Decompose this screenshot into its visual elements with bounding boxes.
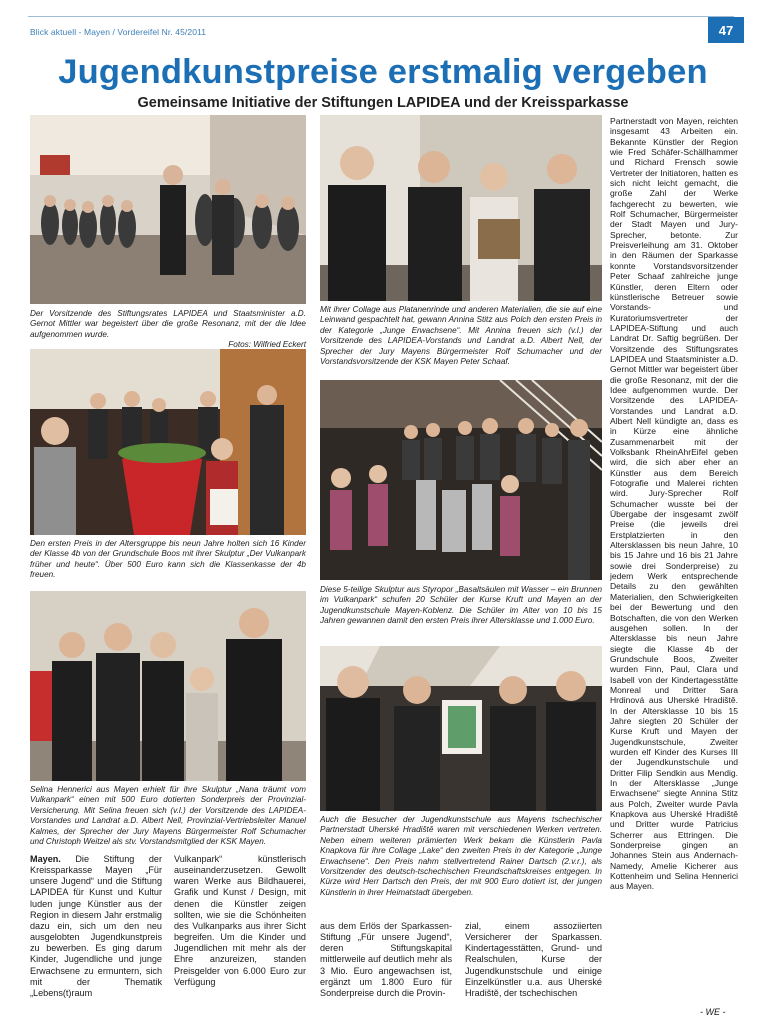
photo-annina-stitz	[320, 115, 602, 301]
body-column-1	[30, 854, 162, 999]
subheadline: Gemeinsame Initiative der Stiftungen LAPIDEA und der Kreissparkasse	[137, 95, 629, 111]
author-signature: - WE -	[700, 1007, 726, 1017]
body-column-4	[465, 921, 602, 999]
caption-text: Mit ihrer Collage aus Platanenrinde und anderen Materialien, die sie auf eine Leinwand gespachtelt hat, gewann Annina Stitz aus Polch den ersten Preis in der Kategorie „Junge Erwachsene“. Mit Annina freuen sich (v.l.) der Vorsitzende des LAPIDEA-Vorstands und Landrat a.D. Albert Nell, der Sprecher der Jury Mayens Bürgermeister Rolf Schumacher und der Vorstandsvorsitzende der KSK Mayen Peter Schaaf.	[320, 305, 602, 367]
photo-jugendkunstschule	[320, 380, 602, 580]
caption-text: Der Vorsitzende des Stiftungsrates LAPIDEA und Staatsminister a.D. Gernot Mittler war begeistert über die große Resonanz, mit der die Idee aufgenommen wurde.	[30, 309, 306, 339]
caption-text: Diese 5-teilige Skulptur aus Styropor „Basaltsäulen mit Wasser – ein Brunnen im Vulkanpark“ schufen 20 Schüler der Kurse Kruft und Mayen an der Jugendkunstschule Mayen-Koblenz. Die Schüler im Alter von 10 bis 15 Jahren gewannen damit den ersten Preis ihrer Altersklasse und 1.000 Euro.	[320, 585, 602, 626]
photo-selina-hennerici	[30, 591, 306, 781]
caption-selina	[30, 785, 306, 847]
body-text: zial, einem assoziierten Versicherer der Sparkassen. Kindertagesstätten, Grund- und Realschulen, Kurse der Jugendkunstschule und einige Einzelkünstler u.a. aus Uherské Hradiště, der tschechischen	[465, 921, 602, 998]
caption-uherske	[320, 815, 602, 898]
page-number: 47	[708, 17, 744, 43]
body-column-2	[174, 854, 306, 988]
body-text: Vulkanpark“ künstlerisch auseinanderzusetzen. Gewollt waren Werke aus Bildhauerei, Grafik und Kunst / Design, mit denen die Künstler zeigen sollten, wie sie die Schönheiten des Vulkanparks aus ihrer Sicht begreifen. Um die Kinder und Jugendlichen mit mehr als der Ehre anzureizen, standen Preisgelder von 6.000 Euro zur Verfügung	[174, 854, 306, 987]
dateline: Mayen.	[30, 854, 61, 864]
header-rule	[28, 16, 734, 17]
body-column-5	[610, 116, 738, 892]
photo-reception-crowd	[30, 115, 306, 304]
body-column-3	[320, 921, 452, 999]
caption-text: Auch die Besucher der Jugendkunstschule aus Mayens tschechischer Partnerstadt Uherské Hradiště waren mit verschiedenen Werken vertreten. Neben einem weiteren prämierten Werk bekam die Künstlerin Pavla Knapkova für ihre Collage „Lake“ den zweiten Preis in der Kategorie „Junge Erwachsene“. Den Preis nahm stellvertretend Rainer Dartsch (2.v.r.), als Vorsitzender des deutsch-tschechischen Freundschaftskreises entgegen. In Kürze wird Herr Dartsch den Preis, der mit 900 Euro dotiert ist, der jungen Künstlerin in ihrer Heimatstadt übergeben.	[320, 815, 602, 897]
caption-jugendkunstschule	[320, 585, 602, 627]
caption-grundschule	[30, 539, 306, 581]
caption-annina	[320, 305, 602, 367]
body-text: Die Stiftung der Kreissparkasse Mayen „Für unsere Jugend“ und die Stiftung LAPIDEA für Kunst und Kultur luden junge Künstler aus der Region in diesem Jahr erstmalig dazu ein, sich um den neu ausgelobten Jugendkunstpreis zu bewerben. Es ging darum Kinder, Jugendliche und junge Erwachsene zu ermuntern, sich mit der Thematik „Lebens(t)raum	[30, 854, 162, 998]
body-text: aus dem Erlös der Sparkassen-Stiftung „Für unsere Jugend“, deren Stiftungskapital mittlerweile auf deutlich mehr als 3 Mio. Euro angewachsen ist, ergänzt um 1.800 Euro für Sonderpreise durch die Provin-	[320, 921, 452, 998]
headline: Jugendkunstpreise erstmalig vergeben	[58, 53, 708, 91]
body-text: Partnerstadt von Mayen, reichten insgesamt 43 Arbeiten ein. Bekannte Künstler der Region wie Fred Schäfer-Schällhammer und Richard Frensch sowie Vertreter der Initiatoren, hatten es sich nicht leicht gemacht, die große Zahl der Werke fachgerecht zu bewerten, wie Rolf Schumacher, Bürgermeister der Stadt Mayen und Jury-Sprecher, betonte. Zur Preisverleihung am 31. Oktober in den Räumen der Sparkasse konnte Vorstandsvorsitzender Peter Schaaf zahlreiche junge Künstler, deren Eltern oder künstlerische Betreuer sowie Vorstands- und Kuratoriumsvertreter der LAPIDEA-Stiftung und auch Landrat Dr. Saftig begrüßen. Der Vorsitzende des Stiftungsrates LAPIDEA und Staatsminister a.D. Gernot Mittler war begeistert über die große Resonanz, mit der die Idee aufgenommen wurde. Der Vorsitzende des LAPIDEA-Vorstandes und Landrat a.D. Albert Nell kündigte an, dass es in Kürze eine ähnliche Zusammenarbeit mit der Volksbank RheinAhrEifel geben wird, die sich aber eher an Künstler aus dem Bereich Fotografie und Malerei richten wird. Jury-Sprecher Rolf Schumacher wusste bei der Übergabe der insgesamt zwölf Preise (die jeweils drei Erstplatzierten in den Altersklassen bis neun Jahre, 10 bis 15 Jahre und 16 bis 21 Jahre sowie drei Sonderpreise) zu jedem Werk entsprechende Details zu den gewählten Materialien, den Schwierigkeiten bei der Bewertung und den Botschaften, die von den Werken ausgehen sollen. In der Altersklasse bis neun Jahre siegte die Klasse 4b der Grundschule Boos, Zweiter wurden Finn, Paul, Clara und Isabell von der Kindertagesstätte Monreal und Dritter Sara Hrdinová aus Uherské Hradiště. In der Altersklasse 10 bis 15 Jahre siegten 20 Schüler der Kurse Kruft und Mayen der Jugendkunstschule, Zweiter wurden elf Kinder des Kurses III der Jugendkunstschule und Dritter Filip Sendkin aus Mendig. In der Altersklasse „Junge Erwachsene“ siegte Annina Stitz aus Polch, Zweiter wurde Pavla Knapkova aus Uherské Hradiště und Dritter wurde Patricius Scherrer aus Ettringen. Die Sonderpreise gingen an Johannes Stein aus Andernach-Namedy, Amelie Kicherer aus Kottenheim und Selina Hennerici aus Mayen.	[610, 116, 738, 892]
caption-reception	[30, 309, 306, 351]
caption-text: Den ersten Preis in der Altersgruppe bis neun Jahre holten sich 16 Kinder der Klasse 4b von der Grundschule Boos mit ihrer Skulptur „Der Vulkanpark früher und heute“. Über 500 Euro kann sich die Klassenkasse der 4b freuen.	[30, 539, 306, 580]
caption-text: Selina Hennerici aus Mayen erhielt für ihre Skulptur „Nana träumt vom Vulkanpark“ einen mit 500 Euro dotierten Sonderpreis der Provinzial-Versicherung. Mit Selina freuen sich (v.l.) der Vorsitzende des LAPIDEA-Vorstandes und Landrat a.D. Albert Nell, Provinzial-Vertriebsleiter Manuel Kalmes, der Sprecher der Jury Mayens Bürgermeister Rolf Schumacher und Christoph Weitzel als stv. Vorstandsmitglied der KSK Mayen.	[30, 785, 306, 847]
photo-uherske-hradiste	[320, 646, 602, 811]
photo-credit: Fotos: Wilfried Eckert	[228, 340, 306, 350]
running-head: Blick aktuell - Mayen / Vordereifel Nr. 45/2011	[30, 27, 207, 37]
photo-grundschule-boos	[30, 349, 306, 535]
